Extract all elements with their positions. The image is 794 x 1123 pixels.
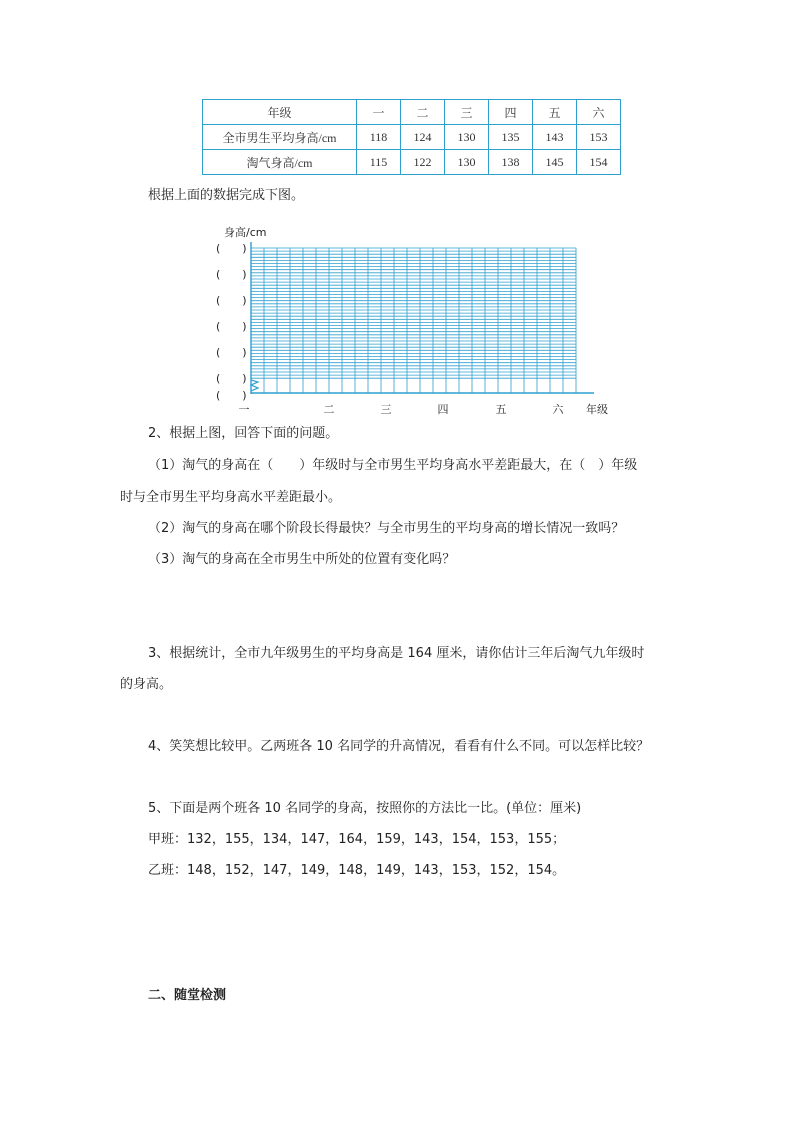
x-axis-label: 年级 <box>586 403 608 416</box>
grade-cell: 四 <box>489 100 533 125</box>
value-cell: 115 <box>357 150 401 175</box>
chart-instruction: 根据上面的数据完成下图。 <box>148 188 305 203</box>
value-cell: 145 <box>533 150 577 175</box>
x-tick-label: 四 <box>437 403 449 416</box>
table-header-label: 年级 <box>203 100 357 125</box>
question-2-1-line1: （1）淘气的身高在（ ）年级时与全市男生平均身高水平差距最大，在（ ）年级 <box>148 458 638 473</box>
grade-cell: 六 <box>577 100 621 125</box>
grade-cell: 五 <box>533 100 577 125</box>
y-axis-label: 身高/cm <box>224 226 267 239</box>
table-row <box>203 125 621 150</box>
question-2-1-line2: 时与全市男生平均身高水平差距最小。 <box>120 490 342 505</box>
x-tick-label: 五 <box>495 403 507 416</box>
y-tick-label: ( ) <box>216 346 247 359</box>
y-tick-label: ( ) <box>216 372 247 385</box>
x-tick-label: 一 <box>238 403 250 416</box>
class-b-heights: 乙班：148，152，147，149，148，149，143，153，152，154。 <box>148 863 566 878</box>
chart-labels <box>216 225 608 416</box>
grade-cell: 三 <box>445 100 489 125</box>
height-data-table <box>202 99 621 175</box>
value-cell: 122 <box>401 150 445 175</box>
section-title: 二、随堂检测 <box>148 988 227 1003</box>
value-cell: 135 <box>489 125 533 150</box>
value-cell: 153 <box>577 125 621 150</box>
question-3-line2: 的身高。 <box>120 677 173 692</box>
grade-cell: 二 <box>401 100 445 125</box>
value-cell: 130 <box>445 150 489 175</box>
question-2-3: （3）淘气的身高在全市男生中所处的位置有变化吗？ <box>148 552 456 567</box>
chart-grid <box>251 248 576 393</box>
value-cell: 154 <box>577 150 621 175</box>
grade-cell: 一 <box>357 100 401 125</box>
chart-axes <box>251 242 594 394</box>
x-tick-label: 二 <box>323 403 335 416</box>
class-a-heights: 甲班：132，155，134，147，164，159，143，154，153，155； <box>148 832 566 847</box>
value-cell: 143 <box>533 125 577 150</box>
y-tick-label: ( ) <box>216 242 247 255</box>
value-cell: 130 <box>445 125 489 150</box>
y-tick-label: ( ) <box>216 320 247 333</box>
row-label: 全市男生平均身高/cm <box>203 125 357 150</box>
y-tick-label: ( ) <box>216 389 247 402</box>
x-tick-label: 三 <box>380 403 392 416</box>
table-row <box>203 150 621 175</box>
table-header-row <box>203 100 621 125</box>
y-tick-label: ( ) <box>216 294 247 307</box>
row-label: 淘气身高/cm <box>203 150 357 175</box>
height-line-chart <box>200 222 620 422</box>
y-tick-label: ( ) <box>216 268 247 281</box>
question-3-line1: 3、根据统计，全市九年级男生的平均身高是 164 厘米，请你估计三年后淘气九年级时 <box>148 646 645 661</box>
question-4: 4、笑笑想比较甲。乙两班各 10 名同学的升高情况，看看有什么不同。可以怎样比较？ <box>148 739 650 754</box>
value-cell: 118 <box>357 125 401 150</box>
value-cell: 124 <box>401 125 445 150</box>
question-5: 5、下面是两个班各 10 名同学的身高，按照你的方法比一比。(单位：厘米) <box>148 801 582 816</box>
question-2-title: 2、根据上图，回答下面的问题。 <box>148 426 339 441</box>
question-2-2: （2）淘气的身高在哪个阶段长得最快？与全市男生的平均身高的增长情况一致吗？ <box>148 521 625 536</box>
x-tick-label: 六 <box>552 403 564 416</box>
axis-break-mark <box>251 380 258 391</box>
value-cell: 138 <box>489 150 533 175</box>
